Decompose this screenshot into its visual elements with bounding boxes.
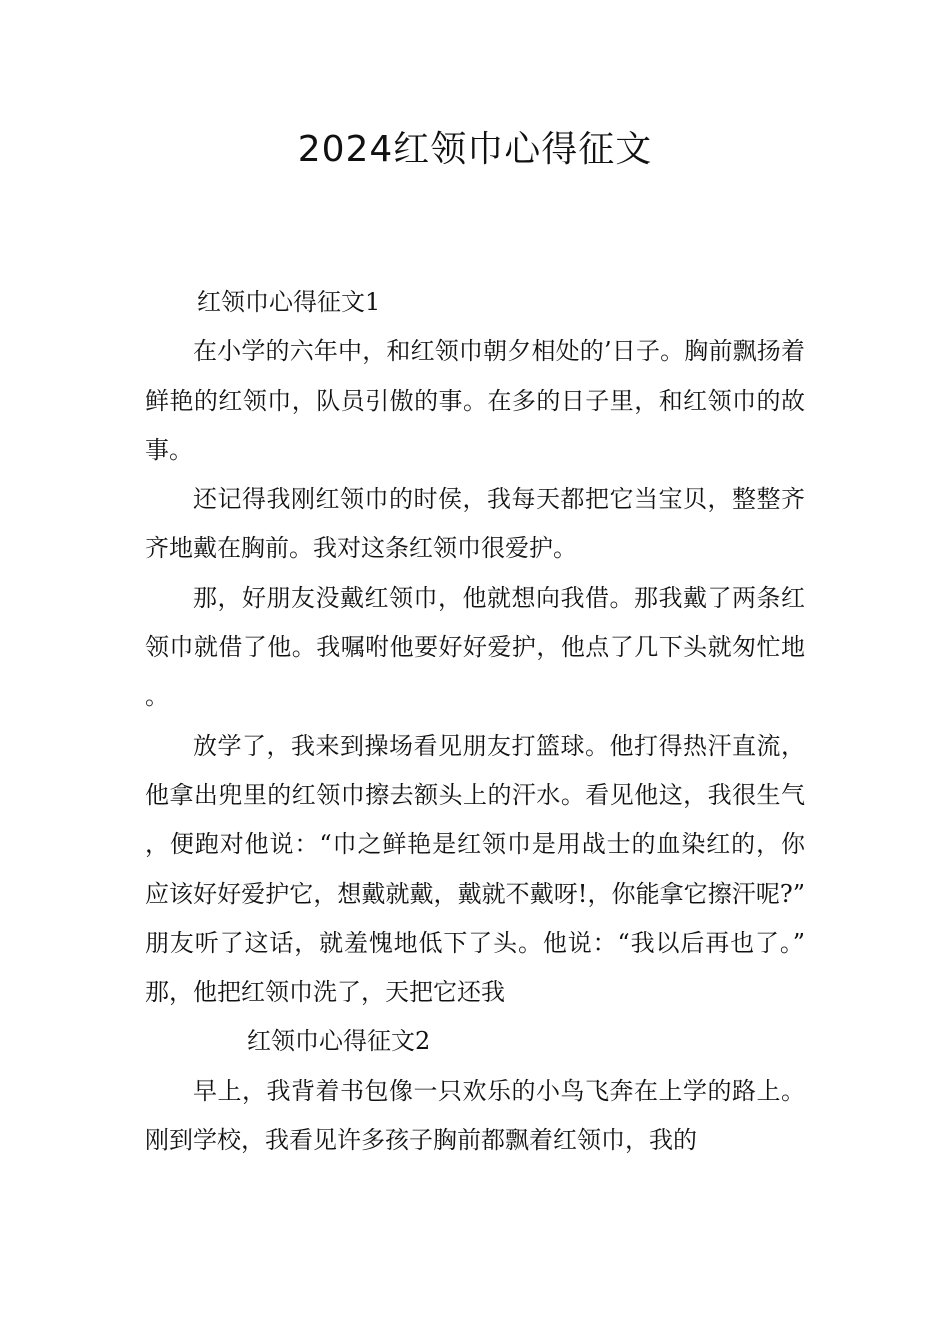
paragraph-4: 放学了，我来到操场看见朋友打篮球。他打得热汗直流，他拿出兜里的红领巾擦去额头上的汗水。看见他这，我很生气，便跑对他说：“巾之鲜艳是红领巾是用战士的血染红的，你应该好好爱护它，想戴就戴，戴就不戴呀!，你能拿它擦汗呢?”朋友听了这话，就羞愧地低下了头。他说：“我以后再也了。”那，他把红领巾洗了，天把它还我: [145, 731, 805, 1007]
document-body: [145, 278, 805, 1165]
paragraph-3: 那，好朋友没戴红领巾，他就想向我借。那我戴了两条红领巾就借了他。我嘱咐他要好好爱护，他点了几下头就匆忙地。: [145, 583, 805, 711]
paragraph-5: 早上，我背着书包像一只欢乐的小鸟飞奔在上学的路上。刚到学校，我看见许多孩子胸前都飘着红领巾，我的: [145, 1076, 805, 1155]
section-heading-2: 红领巾心得征文2: [247, 1027, 431, 1056]
document-title: 2024红领巾心得征文: [297, 129, 653, 170]
paragraph-2: 还记得我刚红领巾的时侯，我每天都把它当宝贝，整整齐齐地戴在胸前。我对这条红领巾很爱护。: [145, 485, 805, 563]
paragraph-1: 在小学的六年中，和红领巾朝夕相处的’日子。胸前飘扬着鲜艳的红领巾，队员引傲的事。在多的日子里，和红领巾的故事。: [145, 337, 805, 464]
section-heading-1: 红领巾心得征文1: [197, 288, 381, 316]
